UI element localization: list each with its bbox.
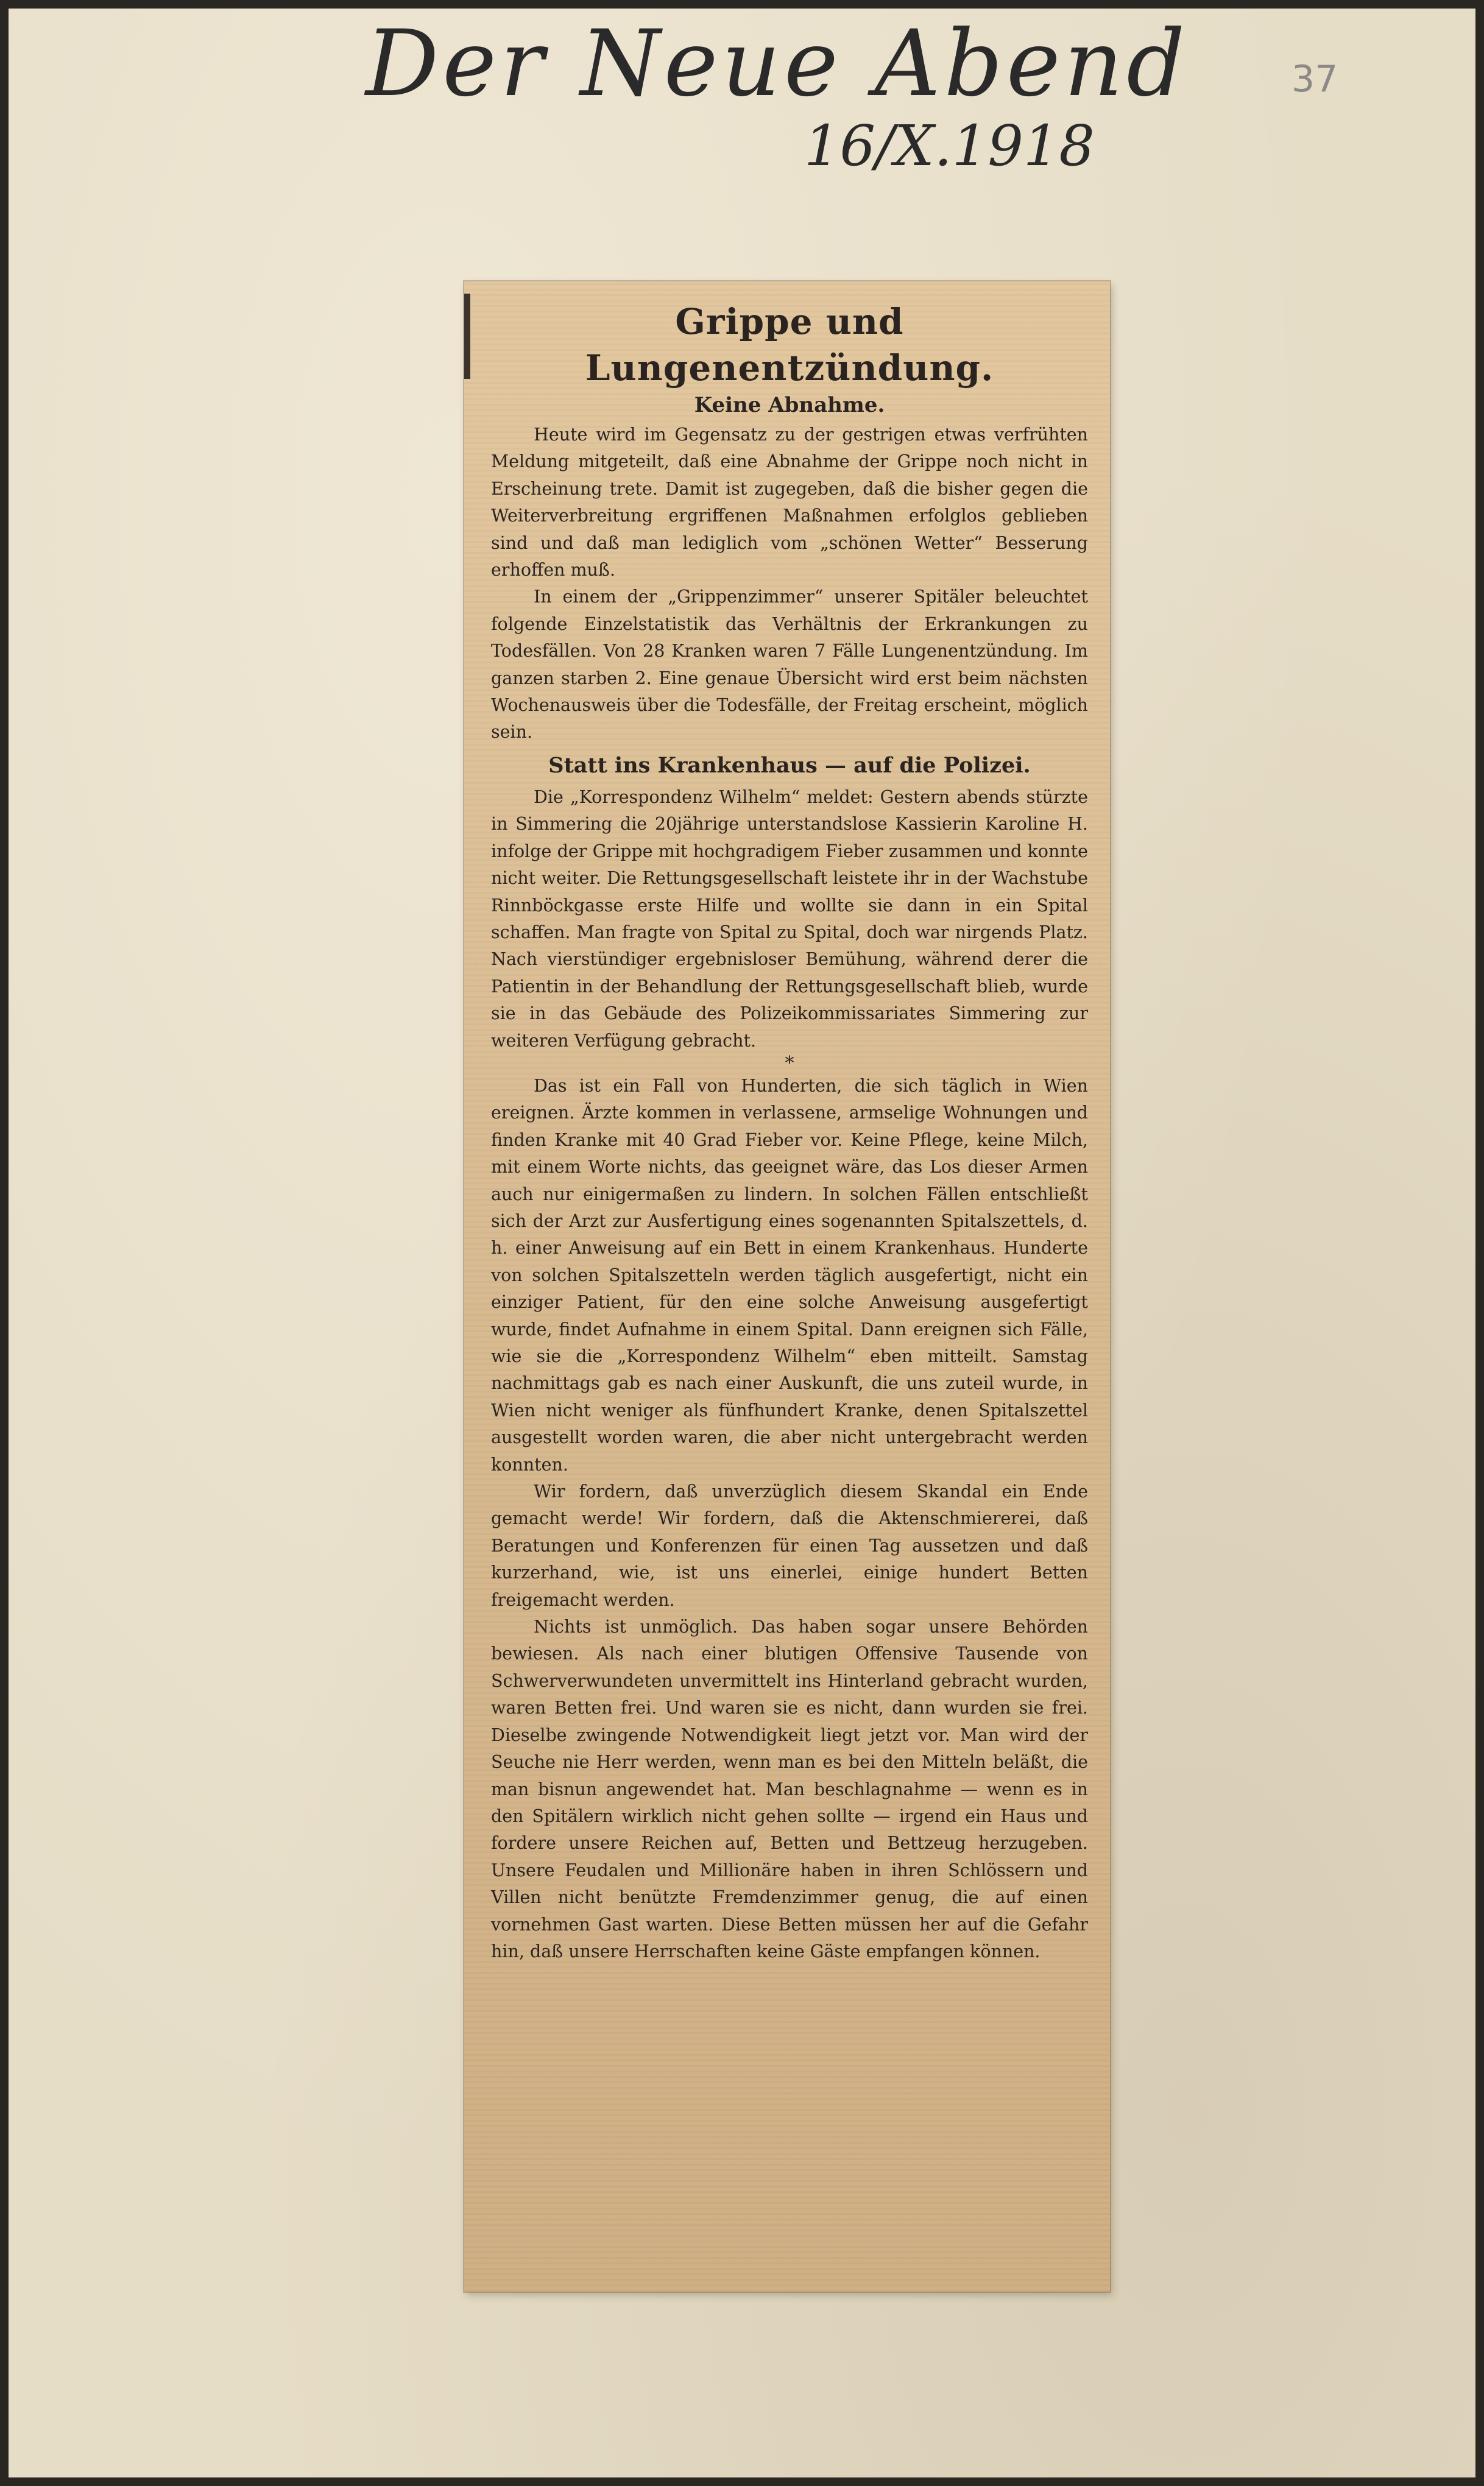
article-subheading-2: Statt ins Krankenhaus — auf die Polizei.: [548, 752, 1031, 778]
article-paragraph: Wir fordern, daß unverzüglich diesem Skandal ein Ende gemacht werde! Wir fordern, daß die Aktenschmiererei, daß Beratungen und Konferenzen für einen Tag aussetzen und daß kurzerhand, wie, ist uns einerlei, einige hundert Betten freigemacht werden.: [491, 1481, 1088, 1610]
handwritten-date: 16/X.1918: [804, 113, 1095, 178]
article-paragraph: Das ist ein Fall von Hunderten, die sich täglich in Wien ereignen. Ärzte kommen in verlassene, armselige Wohnungen und finden Kranke mit 40 Grad Fieber vor. Keine Pflege, keine Milch, mit einem Worte nichts, das geeignet wäre, das Los dieser Armen auch nur einigermaßen zu lindern. In solchen Fällen entschließt sich der Arzt zur Ausfertigung eines sogenannten Spitalszettels, d. h. einer Anweisung auf ein Bett in einem Krankenhaus. Hunderte von solchen Spitalszetteln werden täglich ausgefertigt, nicht ein einziger Patient, für den eine solche Anweisung ausgefertigt wurde, findet Aufnahme in einem Spital. Dann ereignen sich Fälle, wie sie die „Korrespondenz Wilhelm“ eben mitteilt. Samstag nachmittags gab es nach einer Auskunft, die uns zuteil wurde, in Wien nicht weniger als fünfhundert Kranke, denen Spitalszettel ausgestellt worden waren, die aber nicht untergebracht werden konnten.: [491, 1075, 1088, 1475]
article-headline: Grippe und Lungenentzündung.: [585, 301, 994, 389]
folio-number: 37: [1291, 58, 1338, 101]
article-paragraph: In einem der „Grippenzimmer“ unserer Spitäler beleuchtet folgende Einzelstatistik das Verhältnis der Erkrankungen zu Todesfällen. Von 28 Kranken waren 7 Fälle Lungenentzündung. Im ganzen starben 2. Eine genaue Übersicht wird erst beim nächsten Wochenausweis über die Todesfälle, der Freitag erscheint, möglich sein.: [491, 587, 1088, 743]
handwritten-newspaper-name: Der Neue Abend: [366, 11, 1189, 117]
newspaper-clipping: [464, 281, 1110, 2292]
clipping-edge-mark: [464, 294, 470, 379]
section-separator: *: [785, 1052, 794, 1074]
article-paragraph: Nichts ist unmöglich. Das haben sogar unsere Behörden bewiesen. Als nach einer blutigen Offensive Tausende von Schwerverwundeten unvermittelt ins Hinterland gebracht wurden, waren Betten frei. Und waren sie es nicht, dann wurden sie frei. Dieselbe zwingende Notwendigkeit liegt jetzt vor. Man wird der Seuche nie Herr werden, wenn man es bei den Mitteln beläßt, die man bisnun angewendet hat. Man beschlagnahme — wenn es in den Spitälern wirklich nicht gehen sollte — irgend ein Haus und fordere unsere Reichen auf, Betten und Bettzeug herzugeben. Unsere Feudalen und Millionäre haben in ihren Schlössern und Villen nicht benützte Fremdenzimmer genug, die auf einen vornehmen Gast warten. Diese Betten müssen her auf die Gefahr hin, daß unsere Herrschaften keine Gäste empfangen können.: [491, 1617, 1088, 1962]
article-paragraph: Heute wird im Gegensatz zu der gestrigen etwas verfrühten Meldung mitgeteilt, daß eine Abnahme der Grippe noch nicht in Erscheinung trete. Damit ist zugegeben, daß die bisher gegen die Weiterverbreitung ergriffenen Maßnahmen erfolglos geblieben sind und daß man lediglich vom „schönen Wetter“ Besserung erhoffen muß.: [491, 425, 1088, 581]
article-paragraph: Die „Korrespondenz Wilhelm“ meldet: Gestern abends stürzte in Simmering die 20jährige unterstandslose Kassierin Karoline H. infolge der Grippe mit hochgradigem Fieber zusammen und konnte nicht weiter. Die Rettungsgesellschaft leistete ihr in der Wachstube Rinnböckgasse erste Hilfe und wollte sie dann in ein Spital schaffen. Man fragte von Spital zu Spital, doch war nirgends Platz. Nach vierstündiger ergebnisloser Bemühung, während derer die Patientin in der Behandlung der Rettungsgesellschaft blieb, wurde sie in das Gebäude des Polizeikommissariates Simmering zur weiteren Verfügung gebracht.: [491, 786, 1088, 1051]
article-subheading-1: Keine Abnahme.: [694, 393, 885, 417]
